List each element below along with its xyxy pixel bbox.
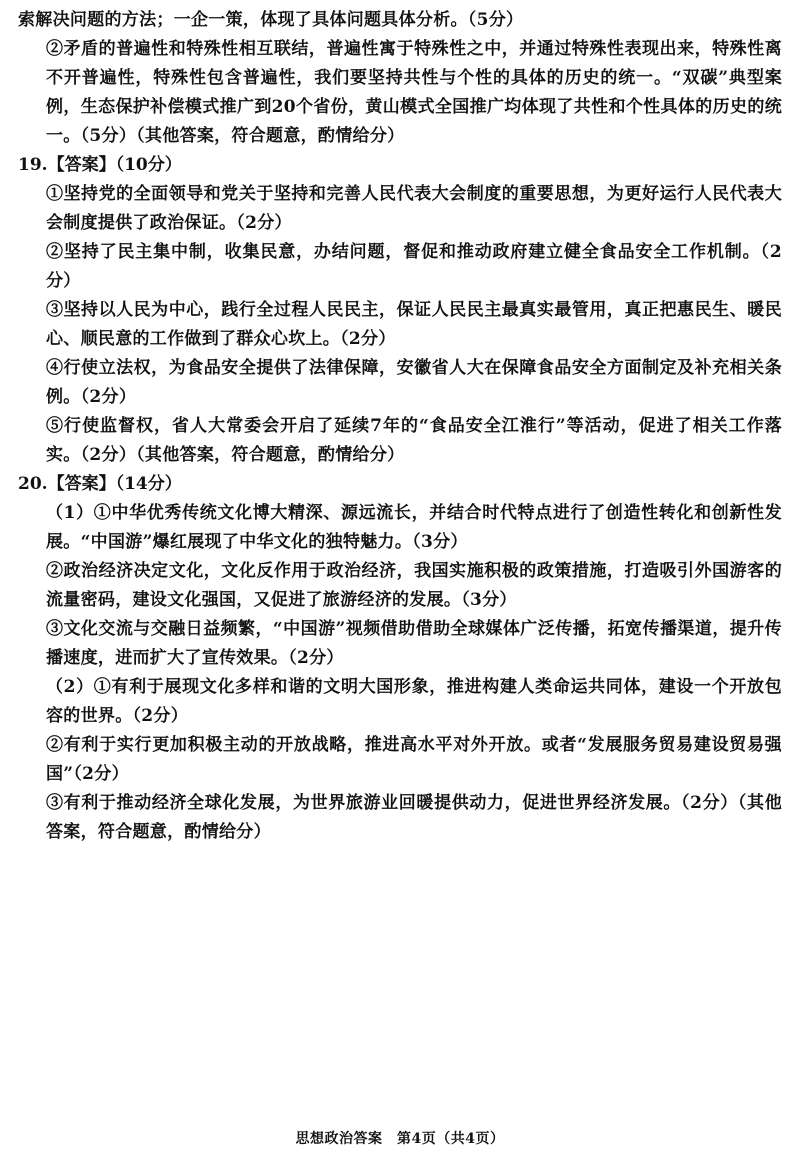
q19-answer-item: ①坚持党的全面领导和党关于坚持和完善人民代表大会制度的重要思想，为更好运行人民代表大会制度提供了政治保证。（2分）: [46, 184, 782, 233]
question-20-heading: 20.【答案】（14分）: [18, 474, 182, 494]
continuation-line: 索解决问题的方法；一企一策，体现了具体问题具体分析。（5分）: [18, 10, 524, 30]
q20-answer-item: （1）①中华优秀传统文化博大精深、源远流长，并结合时代特点进行了创造性转化和创新性发展。“中国游”爆红展现了中华文化的独特魅力。（3分）: [46, 503, 782, 552]
q20-answer-item: ③有利于推动经济全球化发展，为世界旅游业回暖提供动力，促进世界经济发展。（2分）（其他答案，符合题意，酌情给分）: [46, 793, 782, 842]
q19-answer-item: ⑤行使监督权，省人大常委会开启了延续7年的“食品安全江淮行”等活动，促进了相关工作落实。（2分）（其他答案，符合题意，酌情给分）: [46, 416, 782, 465]
continuation-paragraph: ②矛盾的普遍性和特殊性相互联结，普遍性寓于特殊性之中，并通过特殊性表现出来，特殊性离不开普遍性，特殊性包含普遍性，我们要坚持共性与个性的具体的历史的统一。“双碳”典型案例，生态保护补偿模式推广到20个省份，黄山模式全国推广均体现了共性和个性具体的历史的统一。（5分）（其他答案，符合题意，酌情给分）: [46, 39, 782, 146]
q19-answer-item: ②坚持了民主集中制，收集民意，办结问题，督促和推动政府建立健全食品安全工作机制。（2分）: [46, 242, 782, 291]
question-19-heading: 19.【答案】（10分）: [18, 155, 182, 175]
q20-answer-item: （2）①有利于展现文化多样和谐的文明大国形象，推进构建人类命运共同体，建设一个开放包容的世界。（2分）: [46, 677, 782, 726]
q20-answer-item: ③文化交流与交融日益频繁，“中国游”视频借助借助全球媒体广泛传播，拓宽传播渠道，提升传播速度，进而扩大了宣传效果。（2分）: [46, 619, 782, 668]
q20-answer-item: ②政治经济决定文化，文化反作用于政治经济，我国实施积极的政策措施，打造吸引外国游客的流量密码，建设文化强国，又促进了旅游经济的发展。（3分）: [46, 561, 782, 610]
q20-answer-item: ②有利于实行更加积极主动的开放战略，推进高水平对外开放。或者“发展服务贸易建设贸易强国”（2分）: [46, 735, 782, 784]
page-footer: 思想政治答案 第4页（共4页）: [295, 1131, 505, 1147]
answer-content: [18, 6, 782, 847]
q19-answer-item: ③坚持以人民为中心，践行全过程人民民主，保证人民民主最真实最管用，真正把惠民生、暖民心、顺民意的工作做到了群众心坎上。（2分）: [46, 300, 782, 349]
q19-answer-item: ④行使立法权，为食品安全提供了法律保障，安徽省人大在保障食品安全方面制定及补充相关条例。（2分）: [46, 358, 782, 407]
